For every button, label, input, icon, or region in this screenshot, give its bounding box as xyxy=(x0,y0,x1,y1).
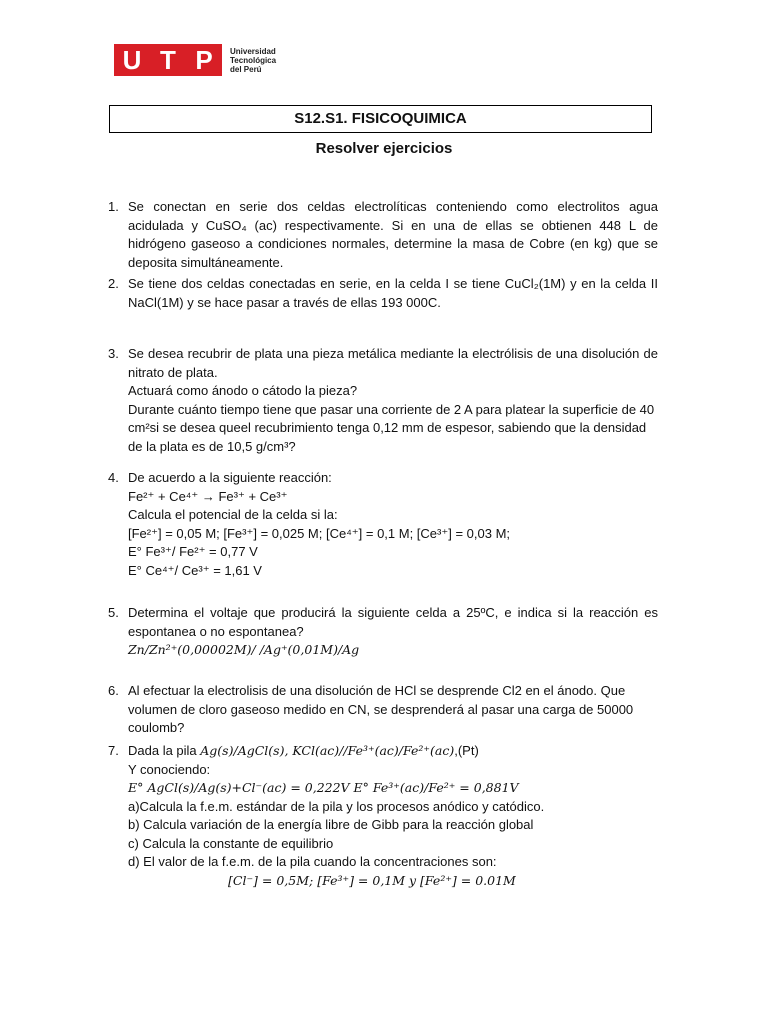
utp-logo xyxy=(114,44,276,76)
question-text: Se tiene dos celdas conectadas en serie, en la celda I se tiene CuCl₂(1M) y en la celda II NaCl(1M) y se hace pasar a través de ellas 193 000C. xyxy=(128,276,658,310)
question-number: 6. xyxy=(108,683,119,698)
question-text: De acuerdo a la siguiente reacción: xyxy=(128,470,332,485)
question-line: Calcula el potencial de la celda si la: xyxy=(128,507,338,522)
logo-letter-u: U xyxy=(122,44,142,75)
subquestion-c: c) Calcula la constante de equilibrio xyxy=(128,835,334,851)
question-line: Actuará como ánodo o cátodo la pieza? xyxy=(128,383,358,398)
question-line: Durante cuánto tiempo tiene que pasar una corriente de 2 A para platear la superficie de 40 cm²si se desea queel recubrimiento tenga 0,12 mm de espesor, sabiendo que la densidad de la plata es de 10,5 g/cm³? xyxy=(128,401,655,454)
question-6 xyxy=(108,682,658,738)
logo-letter-t: T xyxy=(160,44,176,75)
question-text: Al efectuar la electrolisis de una disolución de HCl se desprende Cl2 en el ánodo. Que volumen de cloro gaseoso medido en CN, se desprenderá al pasar una carga de 50000 coulomb? xyxy=(128,683,634,735)
utp-logo-mark xyxy=(114,44,222,76)
question-4 xyxy=(108,469,658,580)
university-name xyxy=(230,47,276,74)
question-line: Y conociendo: xyxy=(128,761,211,777)
question-text: Determina el voltaje que producirá la siguiente celda a 25ºC, e indica si la reacción es espontanea o no espontanea? xyxy=(128,605,658,639)
document-subtitle: Resolver ejercicios xyxy=(315,140,453,157)
logo-letter-p: P xyxy=(195,44,213,75)
standard-potentials: E° AgCl(s)/Ag(s)+Cl⁻(ac) = 0,222V E° Fe³⁺(ac)/Fe²⁺ = 0,881V xyxy=(128,780,519,795)
question-text: Se conectan en serie dos celdas electrolíticas conteniendo como electrolitos agua acidulada y CuSO₄ (ac) respectivamente. Si en una de ellas se obtienen 448 L de hidrógeno gaseoso a condiciones normales, determine la masa de Cobre (en kg) que se deposita simultáneamente. xyxy=(128,199,658,270)
question-number: 2. xyxy=(108,276,119,291)
concentrations: [Fe²⁺] = 0,05 M; [Fe³⁺] = 0,025 M; [Ce⁴⁺] = 0,1 M; [Ce³⁺] = 0,03 M; xyxy=(128,525,511,541)
university-name-line3: del Perú xyxy=(230,64,262,74)
subquestion-d: d) El valor de la f.e.m. de la pila cuando la concentraciones son: xyxy=(128,854,497,869)
subquestion-b: b) Calcula variación de la energía libre de Gibb para la reacción global xyxy=(128,817,534,832)
question-number: 4. xyxy=(108,470,119,485)
question-text xyxy=(128,742,658,761)
question-2 xyxy=(108,275,658,312)
question-text: Se desea recubrir de plata una pieza metálica mediante la electrólisis de una disolución de nitrato de plata. xyxy=(128,346,658,380)
university-name-line1: Universidad xyxy=(230,46,276,56)
concentrations: [Cl⁻] = 0,5M; [Fe³⁺] = 0,1M y [Fe²⁺] = 0.01M xyxy=(228,872,516,888)
cell-notation: Ag(s)/AgCl(s), KCl(ac)//Fe³⁺(ac)/Fe²⁺(ac) xyxy=(200,743,455,758)
question-1 xyxy=(108,198,658,272)
subquestion-a: a)Calcula la f.e.m. estándar de la pila y los procesos anódico y catódico. xyxy=(128,798,545,814)
question-text-part: Dada la pila xyxy=(128,743,201,758)
question-7 xyxy=(108,742,658,890)
standard-potential: E° Fe³⁺/ Fe²⁺ = 0,77 V xyxy=(128,544,258,559)
question-5 xyxy=(108,604,658,660)
document-title: S12.S1. FISICOQUIMICA xyxy=(109,105,652,133)
question-number: 5. xyxy=(108,605,119,620)
university-name-line2: Tecnológica xyxy=(230,55,277,65)
question-number: 7. xyxy=(108,743,119,758)
question-3 xyxy=(108,345,658,456)
question-text-part: ,(Pt) xyxy=(454,743,479,758)
standard-potential: E° Ce⁴⁺/ Ce³⁺ = 1,61 V xyxy=(128,562,262,578)
question-number: 3. xyxy=(108,346,119,361)
cell-notation: Zn/Zn²⁺(0,00002M)/ /Ag⁺(0,01M)/Ag xyxy=(128,642,360,657)
reaction-equation: Fe²⁺ + Ce⁴⁺ → Fe³⁺ + Ce³⁺ xyxy=(128,488,288,504)
question-number: 1. xyxy=(108,199,119,214)
